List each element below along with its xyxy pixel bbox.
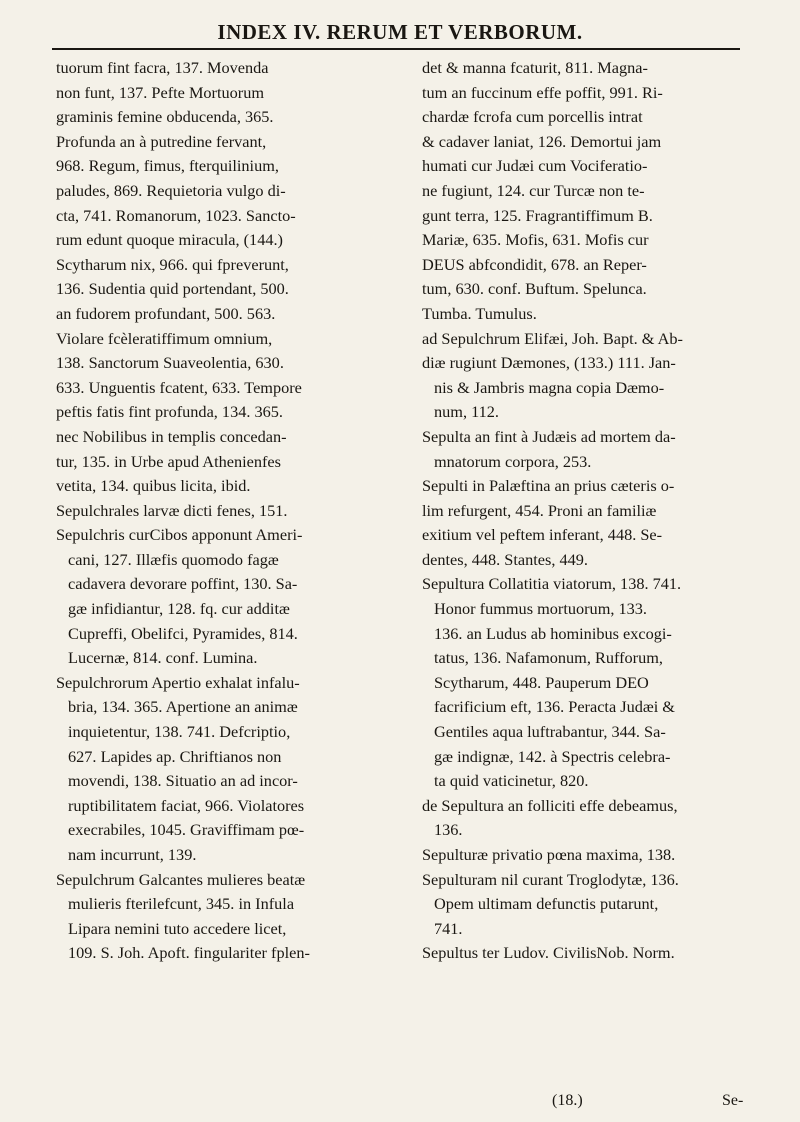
index-line: cani, 127. Illæfis quomodo fagæ xyxy=(68,549,279,569)
index-line: nam incurrunt, 139. xyxy=(68,845,197,864)
index-line: gæ infidiantur, 128. fq. cur additæ xyxy=(68,599,290,619)
index-line: cadavera devorare poffint, 130. Sa- xyxy=(68,574,298,594)
index-line: inquietentur, 138. 741. Defcriptio, xyxy=(68,722,291,742)
index-line: Tumba. Tumulus. xyxy=(422,303,537,323)
index-line: rum edunt quoque miracula, (144.) xyxy=(56,230,283,250)
index-line: gunt terra, 125. Fragrantiffimum B. xyxy=(422,205,653,225)
index-line: Sepulti in Palæftina an prius cæteris o- xyxy=(422,476,675,496)
index-line: num, 112. xyxy=(434,402,499,422)
index-line: Scytharum nix, 966. qui fpreverunt, xyxy=(56,254,289,274)
index-line: mnatorum corpora, 253. xyxy=(434,451,592,471)
index-line: lim refurgent, 454. Proni an familiæ xyxy=(422,500,657,520)
index-line: non funt, 137. Pefte Mortuorum xyxy=(56,82,265,102)
index-line: humati cur Judæi cum Vociferatio- xyxy=(422,156,648,176)
index-line: dentes, 448. Stantes, 449. xyxy=(422,549,588,569)
index-line: paludes, 869. Requietoria vulgo di- xyxy=(56,180,286,200)
index-line: ad Sepulchrum Elifæi, Joh. Bapt. & Ab- xyxy=(422,328,683,348)
index-line: DEUS abfcondidit, 678. an Reper- xyxy=(422,254,647,274)
index-line: exitium vel peftem inferant, 448. Se- xyxy=(422,525,663,545)
index-line: tatus, 136. Nafamonum, Rufforum, xyxy=(434,648,663,668)
index-line: Lipara nemini tuto accedere licet, xyxy=(68,918,287,938)
index-line: Lucernæ, 814. conf. Lumina. xyxy=(68,648,258,668)
header-rule xyxy=(52,48,740,50)
index-line: Sepulturæ privatio pœna maxima, 138. xyxy=(422,845,676,864)
index-line: Violare fcèleratiffimum omnium, xyxy=(56,328,273,348)
index-line: Sepulturam nil curant Troglodytæ, 136. xyxy=(422,869,679,889)
index-line: peftis fatis fint profunda, 134. 365. xyxy=(56,402,283,422)
index-line: diæ rugiunt Dæmones, (133.) 111. Jan- xyxy=(422,353,676,373)
index-line: tur, 135. in Urbe apud Athenienfes xyxy=(56,451,281,471)
index-line: ne fugiunt, 124. cur Turcæ non te- xyxy=(422,180,645,200)
index-line: Gentiles aqua luftrabantur, 344. Sa- xyxy=(434,722,666,742)
index-line: Sepultura Collatitia viatorum, 138. 741. xyxy=(422,574,682,594)
index-line: ta quid vaticinetur, 820. xyxy=(434,771,589,791)
index-line: det & manna fcaturit, 811. Magna- xyxy=(422,58,648,77)
index-line: movendi, 138. Situatio an ad incor- xyxy=(68,771,298,791)
left-column xyxy=(56,56,396,966)
index-line: an fudorem profundant, 500. 563. xyxy=(56,303,276,323)
index-line: Mariæ, 635. Mofis, 631. Mofis cur xyxy=(422,230,649,250)
index-line: de Sepultura an folliciti effe debeamus, xyxy=(422,795,678,815)
index-line: chardæ fcrofa cum porcellis intrat xyxy=(422,107,643,127)
index-line: 627. Lapides ap. Chriftianos non xyxy=(68,746,282,766)
index-line: nec Nobilibus in templis concedan- xyxy=(56,426,287,446)
index-line: execrabiles, 1045. Graviffimam pœ- xyxy=(68,820,305,840)
index-line: nis & Jambris magna copia Dæmo- xyxy=(434,377,665,397)
index-line: Honor fummus mortuorum, 133. xyxy=(434,599,647,619)
index-line: 968. Regum, fimus, fterquilinium, xyxy=(56,156,279,176)
index-line: Sepulchris curCibos apponunt Ameri- xyxy=(56,525,303,545)
index-line: 741. xyxy=(434,918,463,938)
running-header: INDEX IV. RERUM ET VERBORUM. xyxy=(217,20,583,44)
index-line: 138. Sanctorum Suaveolentia, 630. xyxy=(56,353,284,373)
index-line: tum an fuccinum effe poffit, 991. Ri- xyxy=(422,82,663,102)
index-line: tum, 630. conf. Buftum. Spelunca. xyxy=(422,279,647,299)
index-line: Scytharum, 448. Pauperum DEO xyxy=(434,672,649,692)
index-line: Sepulchrorum Apertio exhalat infalu- xyxy=(56,672,300,692)
index-line: 136. an Ludus ab hominibus excogi- xyxy=(434,623,672,643)
index-line: Cupreffi, Obelifci, Pyramides, 814. xyxy=(68,623,298,643)
index-line: vetita, 134. quibus licita, ibid. xyxy=(56,476,251,496)
index-line: 109. S. Joh. Apoft. fingulariter fplen- xyxy=(68,943,310,963)
signature-mark: (18.) xyxy=(552,1092,583,1109)
index-line: cta, 741. Romanorum, 1023. Sancto- xyxy=(56,205,296,225)
index-line: Profunda an à putredine fervant, xyxy=(56,131,267,151)
index-line: 136. xyxy=(434,820,463,840)
index-line: bria, 134. 365. Apertione an animæ xyxy=(68,697,298,717)
index-line: facrificium eft, 136. Peracta Judæi & xyxy=(434,697,675,717)
catchword: Se- xyxy=(722,1092,744,1109)
index-line: Sepulchrum Galcantes mulieres beatæ xyxy=(56,869,306,889)
index-line: Sepultus ter Ludov. CivilisNob. Norm. xyxy=(422,943,675,963)
index-line: Sepulta an fint à Judæis ad mortem da- xyxy=(422,426,676,446)
index-line: Opem ultimam defunctis putarunt, xyxy=(434,894,659,914)
index-line: & cadaver laniat, 126. Demortui jam xyxy=(422,131,662,151)
index-line: 633. Unguentis fcatent, 633. Tempore xyxy=(56,377,302,397)
index-line: mulieris fterilefcunt, 345. in Infula xyxy=(68,894,295,914)
index-line: tuorum fint facra, 137. Movenda xyxy=(56,58,269,77)
index-line: Sepulchrales larvæ dicti fenes, 151. xyxy=(56,500,288,520)
index-line: 136. Sudentia quid portendant, 500. xyxy=(56,279,289,299)
index-line: gæ indignæ, 142. à Spectris celebra- xyxy=(434,746,671,766)
index-line: ruptibilitatem faciat, 966. Violatores xyxy=(68,795,305,815)
right-column xyxy=(422,56,762,966)
index-line: graminis femine obducenda, 365. xyxy=(56,107,274,127)
